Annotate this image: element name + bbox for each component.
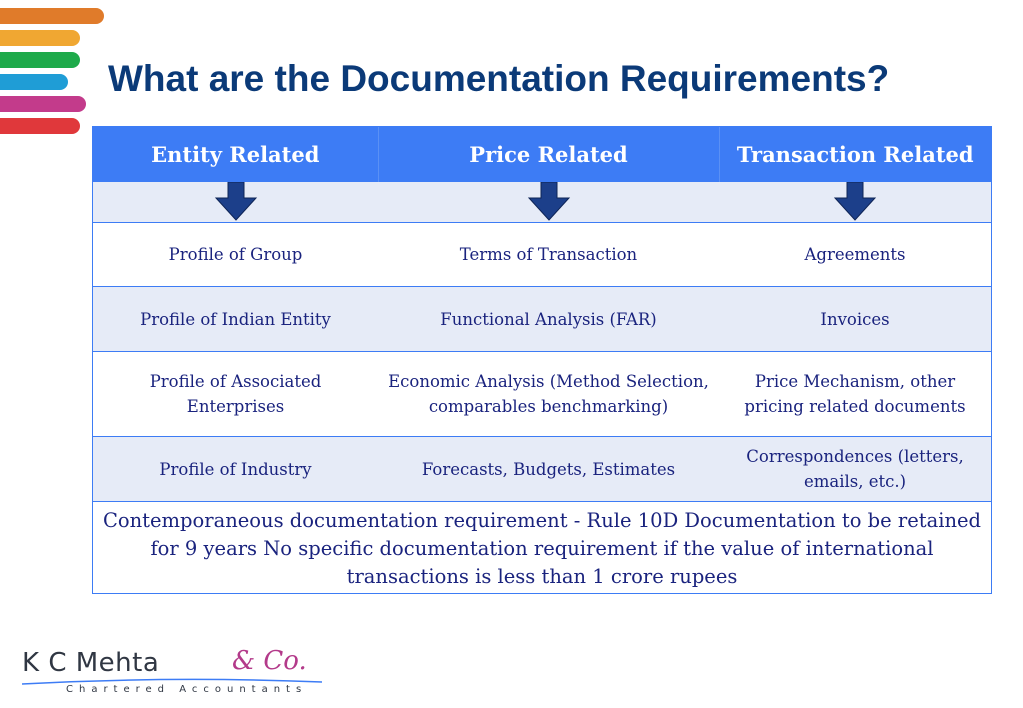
down-arrow-icon [214, 182, 258, 222]
table-row [93, 223, 991, 287]
documentation-note: Contemporaneous documentation requirement - Rule 10D Documentation to be retained for 9 years No specific documentation requirement if the value of international transactions is less than 1 crore rupees [93, 502, 991, 597]
table-cell: Functional Analysis (FAR) [378, 287, 719, 352]
accent-bar-yellow [0, 30, 80, 46]
accent-bar-green [0, 52, 80, 68]
table-row [93, 287, 991, 352]
arrow-cell [378, 182, 719, 223]
arrow-cell [93, 182, 378, 223]
logo-tagline: Chartered Accountants [66, 684, 308, 695]
table-cell: Profile of Indian Entity [93, 287, 378, 352]
table-cell: Invoices [719, 287, 991, 352]
table-row [93, 352, 991, 437]
logo-suffix: & Co. [232, 646, 307, 676]
table-cell: Profile of Group [93, 223, 378, 287]
down-arrow-icon [833, 182, 877, 222]
table-cell: Price Mechanism, other pricing related documents [719, 352, 991, 437]
page-title: What are the Documentation Requirements? [108, 58, 890, 99]
arrow-cell [719, 182, 991, 223]
table-cell: Economic Analysis (Method Selection, comparables benchmarking) [378, 352, 719, 437]
table-cell: Terms of Transaction [378, 223, 719, 287]
header-price-related: Price Related [378, 127, 719, 182]
table-cell: Agreements [719, 223, 991, 287]
accent-bar-orange [0, 8, 104, 24]
table-row [93, 437, 991, 502]
down-arrow-icon [527, 182, 571, 222]
documentation-table [93, 127, 991, 596]
table-cell: Forecasts, Budgets, Estimates [378, 437, 719, 502]
table-header-row [93, 127, 991, 182]
arrow-row [93, 182, 991, 223]
accent-bar-magenta [0, 96, 86, 112]
header-entity-related: Entity Related [93, 127, 378, 182]
company-logo [22, 648, 322, 698]
table-cell: Correspondences (letters, emails, etc.) [719, 437, 991, 502]
table-cell: Profile of Associated Enterprises [93, 352, 378, 437]
logo-name: K C Mehta [22, 648, 160, 678]
header-transaction-related: Transaction Related [719, 127, 991, 182]
table-cell: Profile of Industry [93, 437, 378, 502]
accent-bar-blue [0, 74, 68, 90]
accent-bar-red [0, 118, 80, 134]
note-row [93, 502, 991, 597]
